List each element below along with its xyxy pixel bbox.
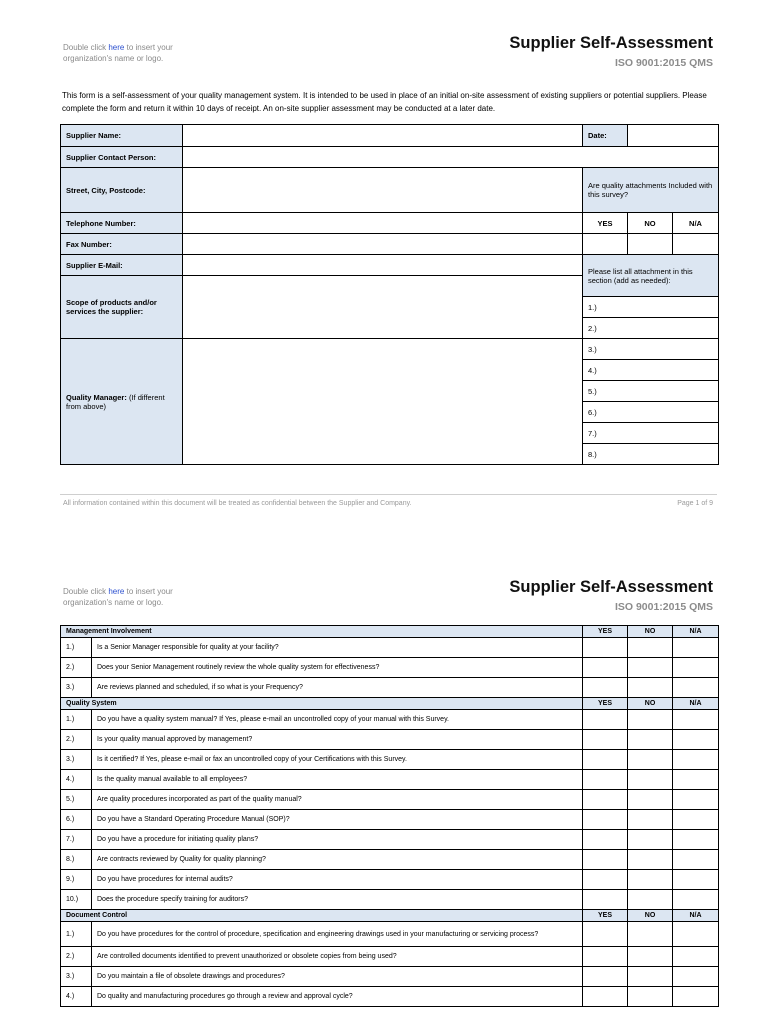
logo-insert-link[interactable]: here <box>108 587 125 596</box>
question-row <box>61 678 719 698</box>
page-number: Page 1 of 9 <box>677 500 713 507</box>
attachment-line[interactable]: 8.) <box>583 444 719 465</box>
no-column-header: NO <box>628 626 673 638</box>
quality-manager-label <box>61 339 183 465</box>
logo-placeholder[interactable] <box>63 42 213 64</box>
answer-yes-cell[interactable] <box>583 830 628 850</box>
date-field[interactable] <box>628 125 719 147</box>
attachment-line[interactable]: 3.) <box>583 339 719 360</box>
attachment-line[interactable]: 1.) <box>583 297 719 318</box>
answer-yes-cell[interactable] <box>583 770 628 790</box>
answer-no-cell[interactable] <box>628 678 673 698</box>
answer-no-cell[interactable] <box>628 638 673 658</box>
question-number: 1.) <box>61 710 92 730</box>
quality-manager-field[interactable] <box>183 339 583 465</box>
answer-na-cell[interactable] <box>673 967 719 987</box>
no-header: NO <box>628 213 673 234</box>
contact-person-field[interactable] <box>183 147 719 168</box>
question-number: 2.) <box>61 730 92 750</box>
question-row <box>61 987 719 1007</box>
document-subtitle: ISO 9001:2015 QMS <box>614 57 713 69</box>
answer-yes-cell[interactable] <box>583 678 628 698</box>
question-text: Do you maintain a file of obsolete drawings and procedures? <box>92 967 583 987</box>
attach-na-cell[interactable] <box>673 234 719 255</box>
question-number: 9.) <box>61 870 92 890</box>
quality-manager-label-note: (If different from above) <box>66 392 165 411</box>
question-number: 3.) <box>61 750 92 770</box>
page-2 <box>0 560 768 1024</box>
attachments-question: Are quality attachments Included with this survey? <box>583 168 719 213</box>
question-text: Is it certified? If Yes, please e-mail or fax an uncontrolled copy of your Certifications with this Survey. <box>92 750 583 770</box>
question-text: Are contracts reviewed by Quality for quality planning? <box>92 850 583 870</box>
question-text: Are controlled documents identified to prevent unauthorized or obsolete copies from being used? <box>92 947 583 967</box>
answer-yes-cell[interactable] <box>583 890 628 910</box>
question-row <box>61 750 719 770</box>
no-column-header: NO <box>628 698 673 710</box>
answer-yes-cell[interactable] <box>583 730 628 750</box>
email-label: Supplier E-Mail: <box>61 255 183 276</box>
answer-na-cell[interactable] <box>673 790 719 810</box>
question-text: Do quality and manufacturing procedures go through a review and approval cycle? <box>92 987 583 1007</box>
answer-yes-cell[interactable] <box>583 967 628 987</box>
answer-no-cell[interactable] <box>628 810 673 830</box>
answer-na-cell[interactable] <box>673 987 719 1007</box>
na-column-header: N/A <box>673 698 719 710</box>
answer-na-cell[interactable] <box>673 922 719 947</box>
answer-yes-cell[interactable] <box>583 987 628 1007</box>
answer-na-cell[interactable] <box>673 850 719 870</box>
answer-na-cell[interactable] <box>673 678 719 698</box>
attach-yes-cell[interactable] <box>583 234 628 255</box>
contact-person-label: Supplier Contact Person: <box>61 147 183 168</box>
question-number: 10.) <box>61 890 92 910</box>
answer-no-cell[interactable] <box>628 967 673 987</box>
answer-yes-cell[interactable] <box>583 810 628 830</box>
logo-note-text: Double click <box>63 587 109 596</box>
question-number: 3.) <box>61 967 92 987</box>
question-number: 2.) <box>61 658 92 678</box>
email-field[interactable] <box>183 255 583 276</box>
question-row <box>61 870 719 890</box>
answer-na-cell[interactable] <box>673 638 719 658</box>
answer-no-cell[interactable] <box>628 830 673 850</box>
street-field[interactable] <box>183 168 583 213</box>
na-column-header: N/A <box>673 910 719 922</box>
yes-header: YES <box>583 213 628 234</box>
answer-yes-cell[interactable] <box>583 947 628 967</box>
question-row <box>61 790 719 810</box>
answer-no-cell[interactable] <box>628 850 673 870</box>
question-text: Do you have a quality system manual? If Yes, please e-mail an uncontrolled copy of your manual with this Survey. <box>92 710 583 730</box>
question-text: Do you have a Standard Operating Procedure Manual (SOP)? <box>92 810 583 830</box>
answer-no-cell[interactable] <box>628 890 673 910</box>
document-title: Supplier Self-Assessment <box>509 578 713 596</box>
answer-na-cell[interactable] <box>673 870 719 890</box>
intro-paragraph: This form is a self-assessment of your quality management system. It is intended to be used in place of an initial on-site assessment of existing suppliers or potential suppliers. Please complete the form and return it within 10 days of receipt. An on-site supplier assessment may be conducted at a later date. <box>62 91 707 113</box>
answer-no-cell[interactable] <box>628 870 673 890</box>
answer-yes-cell[interactable] <box>583 922 628 947</box>
document-subtitle: ISO 9001:2015 QMS <box>614 601 713 613</box>
fax-label: Fax Number: <box>61 234 183 255</box>
question-number: 3.) <box>61 678 92 698</box>
scope-label: Scope of products and/or services the supplier: <box>61 276 183 339</box>
question-row <box>61 922 719 947</box>
answer-yes-cell[interactable] <box>583 850 628 870</box>
question-number: 4.) <box>61 987 92 1007</box>
question-row <box>61 710 719 730</box>
answer-no-cell[interactable] <box>628 710 673 730</box>
logo-note-text: Double click <box>63 43 109 52</box>
question-text: Does your Senior Management routinely review the whole quality system for effectiveness? <box>92 658 583 678</box>
answer-na-cell[interactable] <box>673 947 719 967</box>
question-text: Is the quality manual available to all employees? <box>92 770 583 790</box>
question-number: 2.) <box>61 947 92 967</box>
telephone-label: Telephone Number: <box>61 213 183 234</box>
question-row <box>61 810 719 830</box>
answer-no-cell[interactable] <box>628 770 673 790</box>
question-row <box>61 730 719 750</box>
question-row <box>61 830 719 850</box>
answer-na-cell[interactable] <box>673 810 719 830</box>
section-header-management-involvement: Management Involvement <box>61 626 583 638</box>
answer-yes-cell[interactable] <box>583 750 628 770</box>
question-row <box>61 638 719 658</box>
question-number: 6.) <box>61 810 92 830</box>
question-text: Do you have procedures for the control of procedure, specification and engineering drawings used in your manufacturing or servicing process? <box>92 922 583 947</box>
question-text: Does the procedure specify training for auditors? <box>92 890 583 910</box>
logo-note-text-end: to insert your organization's name or logo. <box>63 43 173 63</box>
answer-no-cell[interactable] <box>628 987 673 1007</box>
answer-no-cell[interactable] <box>628 730 673 750</box>
street-label: Street, City, Postcode: <box>61 168 183 213</box>
yes-column-header: YES <box>583 910 628 922</box>
attachment-line[interactable]: 4.) <box>583 360 719 381</box>
answer-no-cell[interactable] <box>628 658 673 678</box>
no-column-header: NO <box>628 910 673 922</box>
document-title: Supplier Self-Assessment <box>509 34 713 52</box>
question-text: Are quality procedures incorporated as part of the quality manual? <box>92 790 583 810</box>
telephone-field[interactable] <box>183 213 583 234</box>
answer-na-cell[interactable] <box>673 770 719 790</box>
footer-divider <box>60 494 717 495</box>
answer-na-cell[interactable] <box>673 710 719 730</box>
na-header: N/A <box>673 213 719 234</box>
answer-na-cell[interactable] <box>673 750 719 770</box>
scope-field[interactable] <box>183 276 583 339</box>
question-text: Do you have procedures for internal audits? <box>92 870 583 890</box>
answer-yes-cell[interactable] <box>583 870 628 890</box>
attachment-line[interactable]: 7.) <box>583 423 719 444</box>
question-row <box>61 947 719 967</box>
supplier-info-table <box>60 124 719 465</box>
question-text: Are reviews planned and scheduled, if so what is your Frequency? <box>92 678 583 698</box>
question-text: Is a Senior Manager responsible for quality at your facility? <box>92 638 583 658</box>
questionnaire-table <box>60 625 719 1007</box>
logo-placeholder[interactable] <box>63 586 213 608</box>
attachment-line[interactable]: 5.) <box>583 381 719 402</box>
answer-na-cell[interactable] <box>673 890 719 910</box>
na-column-header: N/A <box>673 626 719 638</box>
supplier-name-field[interactable] <box>183 125 583 147</box>
logo-insert-link[interactable]: here <box>108 43 125 52</box>
fax-field[interactable] <box>183 234 583 255</box>
question-number: 5.) <box>61 790 92 810</box>
question-number: 8.) <box>61 850 92 870</box>
question-number: 1.) <box>61 922 92 947</box>
answer-na-cell[interactable] <box>673 658 719 678</box>
question-row <box>61 967 719 987</box>
attach-no-cell[interactable] <box>628 234 673 255</box>
supplier-name-label: Supplier Name: <box>61 125 183 147</box>
answer-yes-cell[interactable] <box>583 658 628 678</box>
section-header-document-control: Document Control <box>61 910 583 922</box>
answer-no-cell[interactable] <box>628 790 673 810</box>
question-number: 4.) <box>61 770 92 790</box>
answer-no-cell[interactable] <box>628 947 673 967</box>
question-number: 7.) <box>61 830 92 850</box>
question-row <box>61 770 719 790</box>
answer-no-cell[interactable] <box>628 750 673 770</box>
date-label: Date: <box>583 125 628 147</box>
question-row <box>61 658 719 678</box>
question-text: Do you have a procedure for initiating quality plans? <box>92 830 583 850</box>
attachment-line[interactable]: 6.) <box>583 402 719 423</box>
yes-column-header: YES <box>583 698 628 710</box>
answer-no-cell[interactable] <box>628 922 673 947</box>
section-header-quality-system: Quality System <box>61 698 583 710</box>
question-number: 1.) <box>61 638 92 658</box>
quality-manager-label-bold: Quality Manager: <box>66 392 127 402</box>
question-row <box>61 890 719 910</box>
list-attachments-note: Please list all attachment in this section (add as needed): <box>583 255 719 297</box>
question-text: Is your quality manual approved by management? <box>92 730 583 750</box>
attachment-line[interactable]: 2.) <box>583 318 719 339</box>
confidentiality-note: All information contained within this document will be treated as confidential between the Supplier and Company. <box>63 500 412 507</box>
answer-yes-cell[interactable] <box>583 790 628 810</box>
answer-yes-cell[interactable] <box>583 638 628 658</box>
answer-na-cell[interactable] <box>673 730 719 750</box>
answer-yes-cell[interactable] <box>583 710 628 730</box>
question-row <box>61 850 719 870</box>
logo-note-text-end: to insert your organization's name or logo. <box>63 587 173 607</box>
yes-column-header: YES <box>583 626 628 638</box>
answer-na-cell[interactable] <box>673 830 719 850</box>
